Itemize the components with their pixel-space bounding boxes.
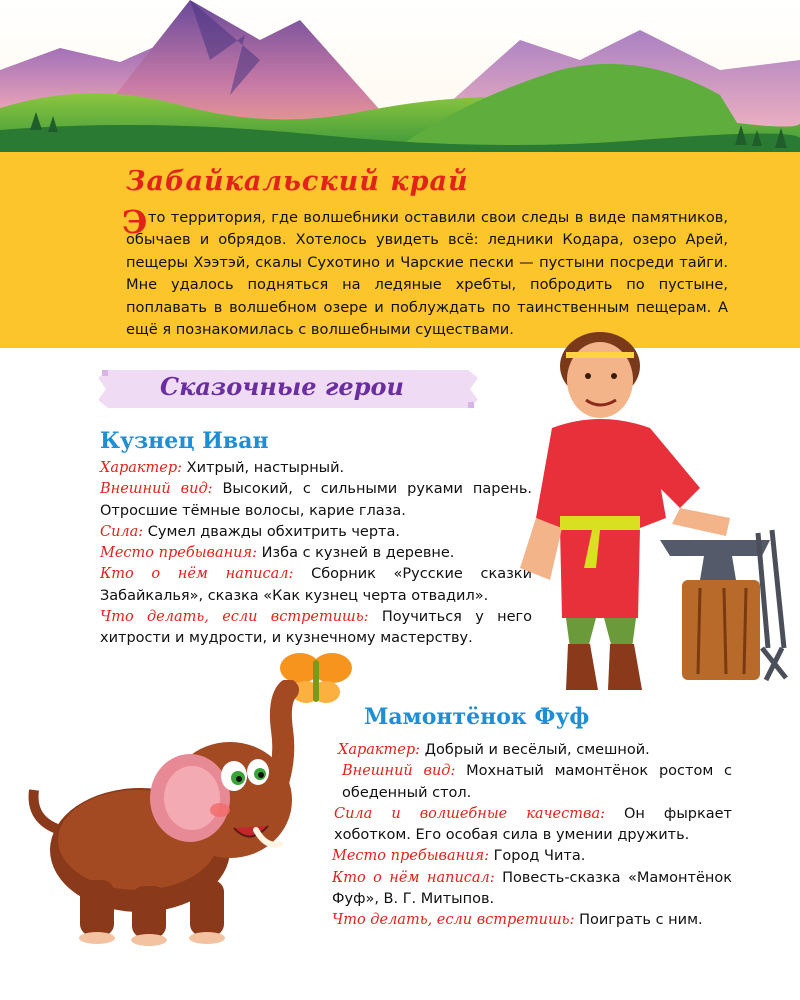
info-label: Место пребывания: bbox=[332, 848, 489, 865]
info-value: Сборник «Русские сказки Забайкалья», сказка «Как кузнец черта отвадил». bbox=[100, 566, 532, 604]
info-value: Город Чита. bbox=[488, 848, 586, 865]
region-title: Забайкальский край bbox=[126, 166, 469, 197]
info-value: Хитрый, настырный. bbox=[182, 460, 345, 476]
info-label: Сила и волшебные качества: bbox=[334, 805, 605, 822]
info-label: Характер: bbox=[100, 460, 183, 476]
info-row bbox=[332, 868, 732, 911]
info-row bbox=[338, 740, 732, 761]
hero-info-fuf bbox=[332, 740, 732, 932]
info-row bbox=[100, 543, 532, 564]
info-row bbox=[100, 564, 532, 607]
info-value: Высокий, с сильными руками парень. Отросшие тёмные волосы, карие глаза. bbox=[100, 481, 532, 519]
info-label: Характер: bbox=[338, 742, 421, 758]
region-description: то территория, где волшебники оставили свои следы в виде памятников, обычаев и обрядов. Хотелось увидеть всё: ледники Кодара, озеро Арей, пещеры Хээтэй, скалы Сухотино и Чарские пески — пустыни посреди тайги. Мне удалось подняться на ледяные хребты, побродить по пустыне, поплавать в волшебном озере и поблуждать по таинственным пещерам. А ещё я познакомилась с волшебными существами. bbox=[126, 209, 728, 339]
info-row bbox=[100, 607, 532, 650]
info-label: Внешний вид: bbox=[342, 763, 456, 780]
info-label: Сила: bbox=[100, 523, 144, 540]
info-row bbox=[100, 479, 532, 522]
info-label: Что делать, если встретишь: bbox=[100, 609, 369, 626]
info-value: Мохнатый мамонтёнок ростом с обеденный стол. bbox=[342, 763, 733, 801]
baby-mammoth-illustration bbox=[20, 680, 340, 960]
drop-cap-letter: Э bbox=[122, 203, 148, 241]
section-title: Сказочные герои bbox=[160, 372, 404, 401]
info-label: Внешний вид: bbox=[100, 481, 213, 498]
blacksmith-ivan-illustration bbox=[500, 318, 800, 698]
info-row bbox=[100, 522, 532, 543]
info-row bbox=[100, 458, 532, 479]
info-value: Сумел дважды обхитрить черта. bbox=[143, 523, 400, 540]
info-value: Добрый и весёлый, смешной. bbox=[420, 742, 650, 758]
hero-info-ivan bbox=[100, 458, 532, 650]
info-row bbox=[334, 804, 732, 847]
info-value: Он фыркает хоботком. Его особая сила в умении дружить. bbox=[334, 805, 732, 844]
info-row bbox=[332, 910, 732, 931]
info-row bbox=[342, 761, 732, 804]
info-value: Повесть-сказка «Мамонтёнок Фуф», В. Г. Митыпов. bbox=[332, 869, 732, 908]
info-row bbox=[332, 846, 732, 867]
info-label: Что делать, если встретишь: bbox=[332, 912, 575, 929]
info-value: Поиграть с ним. bbox=[574, 912, 703, 929]
info-value: Изба с кузней в деревне. bbox=[256, 545, 455, 562]
mountain-landscape-illustration bbox=[0, 0, 800, 160]
info-value: Поучиться у него хитрости и мудрости, и кузнечному мастерству. bbox=[100, 609, 532, 647]
info-label: Место пребывания: bbox=[100, 545, 257, 562]
info-label: Кто о нём написал: bbox=[100, 566, 294, 583]
info-label: Кто о нём написал: bbox=[332, 869, 495, 886]
hero-name-ivan: Кузнец Иван bbox=[100, 428, 269, 454]
hero-name-fuf: Мамонтёнок Фуф bbox=[364, 704, 590, 730]
